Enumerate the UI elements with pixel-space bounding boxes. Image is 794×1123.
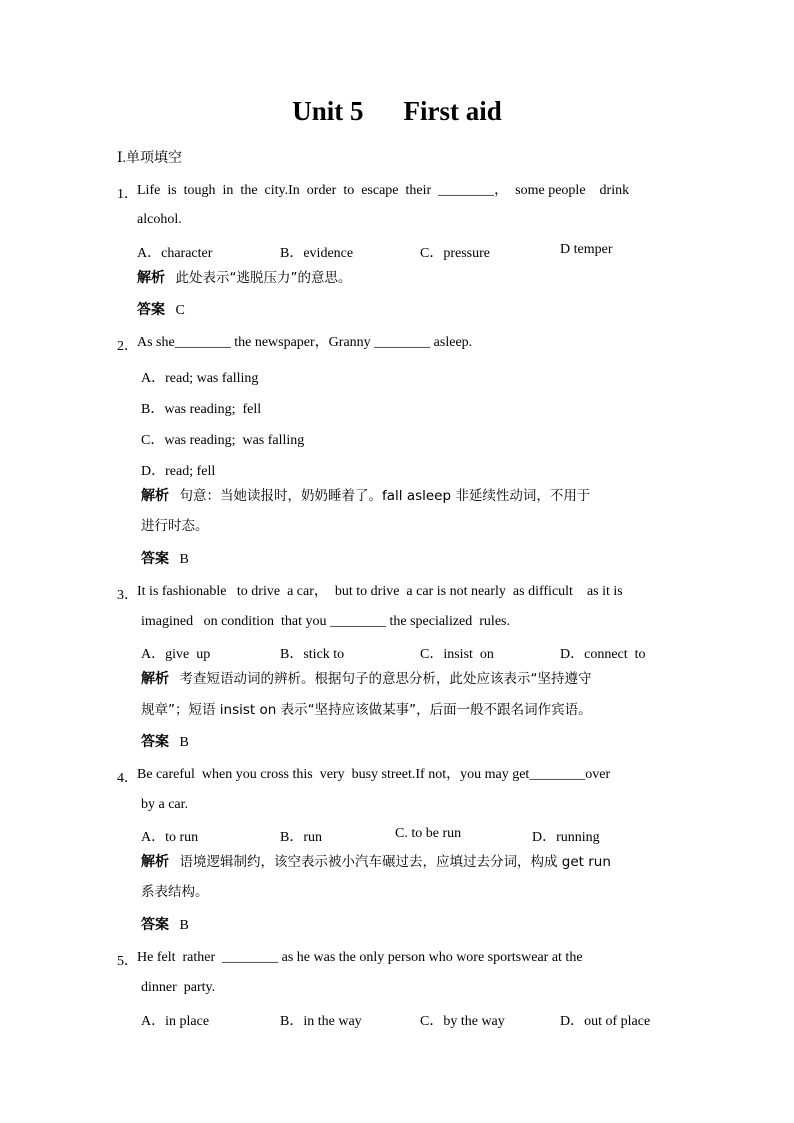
answer-value: B (179, 735, 189, 750)
answer-label: 答案 (141, 917, 169, 933)
option-d: D temper (560, 242, 613, 257)
option-b: B．was reading; fell (141, 402, 262, 417)
answer-label: 答案 (141, 551, 169, 567)
answer-label: 答案 (141, 734, 169, 750)
question-text-cont: imagined on condition that you ________ the specialized rules. (141, 614, 510, 629)
answer (141, 918, 189, 933)
option-b: B．stick to (280, 647, 345, 662)
analysis (141, 489, 590, 504)
title-topic: First aid (403, 96, 502, 126)
option-a: A．character (137, 246, 213, 261)
option-c: C．by the way (420, 1014, 505, 1029)
analysis-label: 解析 (141, 854, 169, 870)
option-d: D．out of place (560, 1014, 651, 1029)
analysis-text: 句意：当她读报时，奶奶睡着了。fall asleep 非延续性动词，不用于 (179, 488, 591, 504)
option-b: B．evidence (280, 246, 354, 261)
option-c: C．was reading; was falling (141, 433, 305, 448)
analysis-label: 解析 (141, 488, 169, 504)
analysis-text: 此处表示“逃脱压力”的意思。 (175, 270, 352, 286)
analysis-label: 解析 (141, 671, 169, 687)
analysis (137, 271, 352, 286)
question-text-cont: by a car. (141, 797, 189, 812)
analysis-label: 解析 (137, 270, 165, 286)
question-text: Be careful when you cross this very busy street.If not，you may get________over (137, 767, 611, 782)
answer-value: B (179, 918, 189, 933)
page-title (0, 96, 794, 127)
answer-label: 答案 (137, 302, 165, 318)
option-d: D．connect to (560, 647, 646, 662)
option-d: D．read; fell (141, 464, 216, 479)
answer-value: C (175, 303, 185, 318)
question-text: He felt rather ________ as he was the only person who wore sportswear at the (137, 950, 583, 965)
question-text-cont: dinner party. (141, 980, 216, 995)
question-number: 5． (117, 954, 138, 969)
option-c: C．insist on (420, 647, 494, 662)
question-text: Life is tough in the city.In order to escape their ________， some people drink (137, 183, 630, 198)
option-a: A．to run (141, 830, 199, 845)
option-d: D．running (532, 830, 600, 845)
analysis (141, 672, 592, 687)
analysis-text: 语境逻辑制约，该空表示被小汽车碾过去，应填过去分词，构成 get run (179, 854, 611, 870)
question-text: It is fashionable to drive a car， but to drive a car is not nearly as difficult as it is (137, 584, 623, 599)
answer (141, 735, 189, 750)
title-unit: Unit 5 (292, 96, 364, 126)
option-c: C．pressure (420, 246, 490, 261)
question-text-cont: alcohol. (137, 212, 182, 227)
question-text: As she________ the newspaper，Granny ________ asleep. (137, 335, 473, 350)
analysis-text-cont: 规章”；短语 insist on 表示“坚持应该做某事”，后面一般不跟名词作宾语。 (141, 702, 592, 718)
answer (141, 552, 189, 567)
option-a: A．read; was falling (141, 371, 259, 386)
analysis (141, 855, 611, 870)
option-a: A．give up (141, 647, 211, 662)
question-number: 4． (117, 771, 138, 786)
section-heading: Ⅰ.单项填空 (117, 151, 183, 166)
question-number: 3． (117, 588, 138, 603)
analysis-text-cont: 进行时态。 (141, 518, 209, 534)
analysis-text: 考查短语动词的辨析。根据句子的意思分析，此处应该表示“坚持遵守 (179, 671, 592, 687)
question-number: 1． (117, 187, 138, 202)
answer-value: B (179, 552, 189, 567)
answer (137, 303, 185, 318)
question-number: 2． (117, 339, 138, 354)
analysis-text-cont: 系表结构。 (141, 884, 209, 900)
option-b: B．in the way (280, 1014, 362, 1029)
option-c: C. to be run (395, 826, 462, 841)
option-a: A．in place (141, 1014, 210, 1029)
option-b: B．run (280, 830, 322, 845)
